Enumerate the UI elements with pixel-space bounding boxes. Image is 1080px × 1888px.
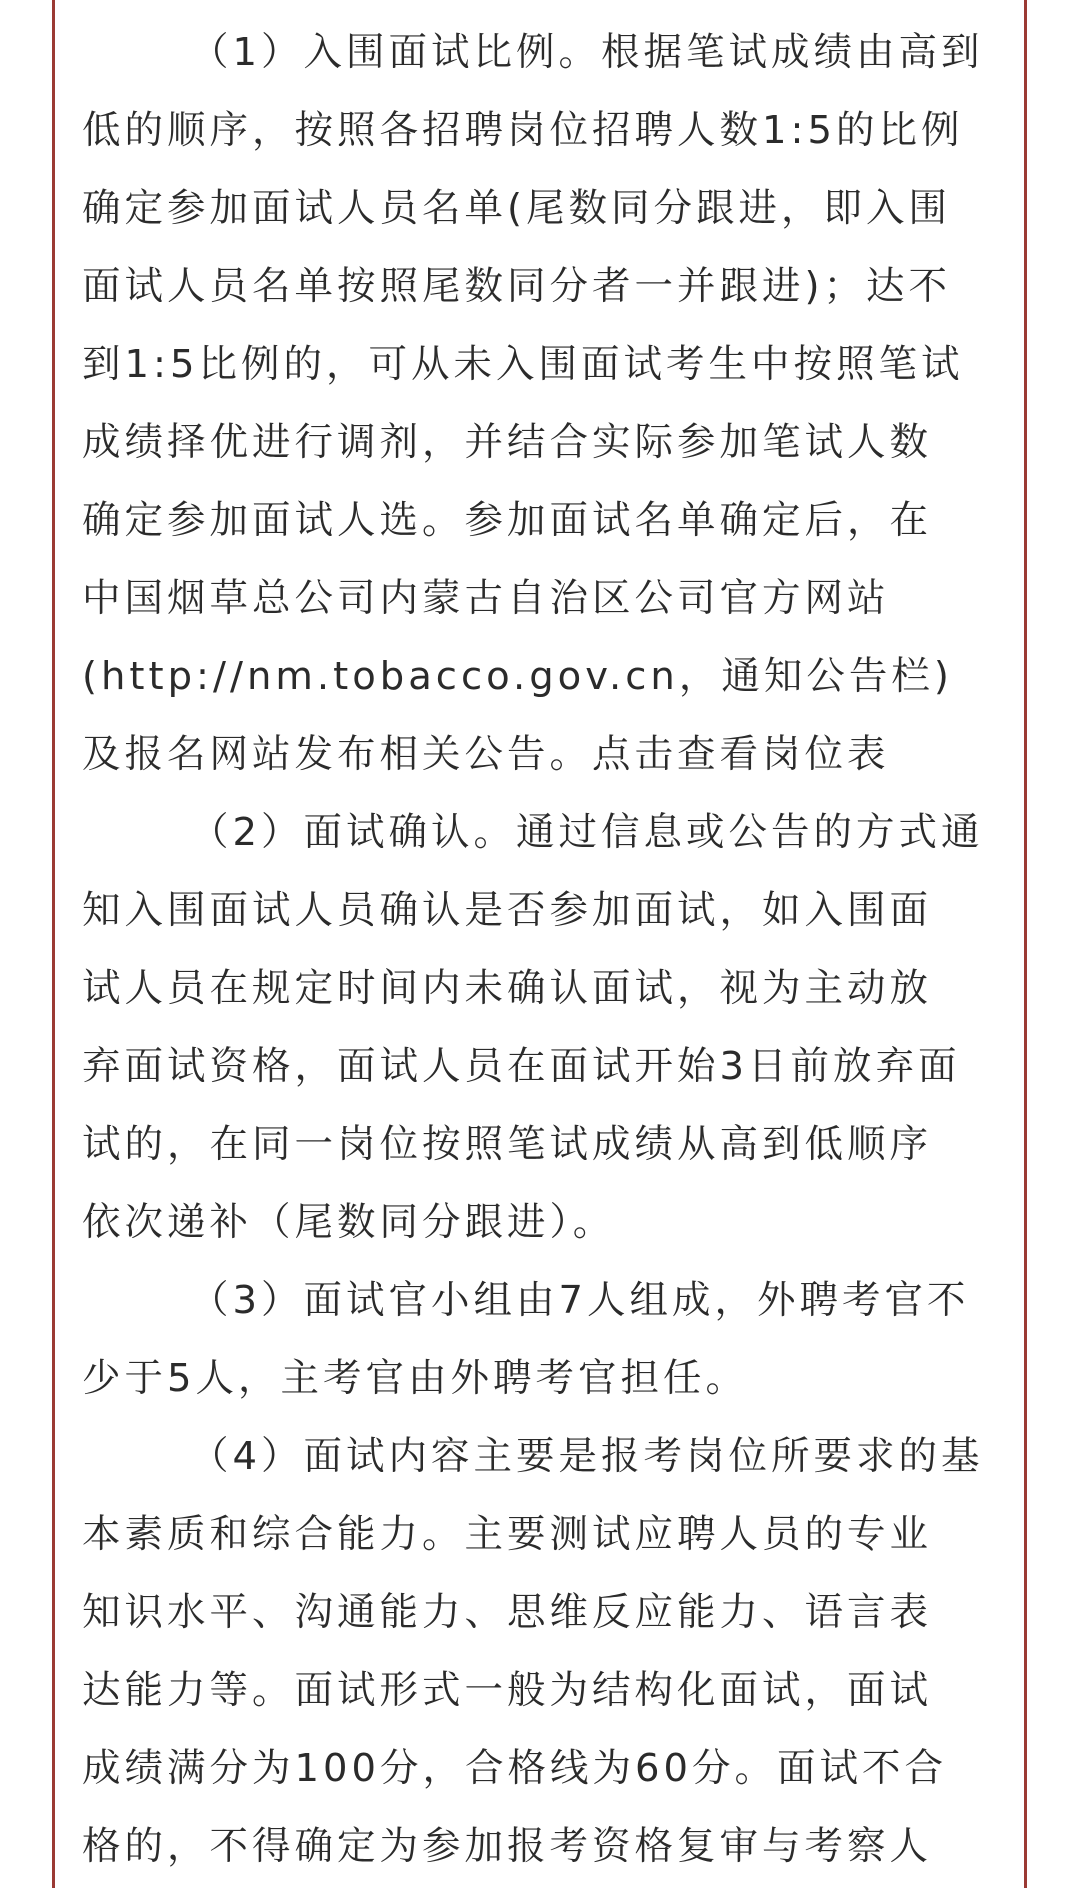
paragraph-interview-content — [82, 1418, 1002, 1886]
text-line: （1）入围面试比例。根据笔试成绩由高到 — [190, 30, 984, 75]
text-line: 格的，不得确定为参加报考资格复审与考察人 — [82, 1824, 933, 1869]
text-line: 到1:5比例的，可从未入围面试考生中按照笔试 — [82, 342, 964, 387]
text-line: 试人员在规定时间内未确认面试，视为主动放 — [82, 966, 933, 1011]
paragraph-interview-panel — [82, 1262, 1002, 1418]
text-line: （2）面试确认。通过信息或公告的方式通 — [190, 810, 984, 855]
text-line: 成绩择优进行调剂，并结合实际参加笔试人数 — [82, 420, 933, 465]
text-line: 达能力等。面试形式一般为结构化面试，面试 — [82, 1668, 933, 1713]
paragraph-interview-confirmation — [82, 794, 1002, 1262]
text-line: 弃面试资格，面试人员在面试开始3日前放弃面 — [82, 1044, 961, 1089]
text-line: 试的，在同一岗位按照笔试成绩从高到低顺序 — [82, 1122, 933, 1167]
text-line: 本素质和综合能力。主要测试应聘人员的专业 — [82, 1512, 933, 1557]
text-line: 低的顺序，按照各招聘岗位招聘人数1:5的比例 — [82, 108, 964, 153]
text-line: (http://nm.tobacco.gov.cn，通知公告栏) — [82, 654, 953, 699]
text-line: （3）面试官小组由7人组成，外聘考官不 — [190, 1278, 970, 1323]
right-border-line — [1024, 0, 1027, 1888]
text-line: 及报名网站发布相关公告。点击查看岗位表 — [82, 732, 890, 777]
text-line: 少于5人，主考官由外聘考官担任。 — [82, 1356, 748, 1401]
text-line: （4）面试内容主要是报考岗位所要求的基 — [190, 1434, 984, 1479]
text-line: 确定参加面试人员名单(尾数同分跟进，即入围 — [82, 186, 952, 231]
text-line: 依次递补（尾数同分跟进）。 — [82, 1200, 616, 1245]
paragraph-interview-ratio — [82, 14, 1002, 794]
text-line: 中国烟草总公司内蒙古自治区公司官方网站 — [82, 576, 890, 621]
text-line: 确定参加面试人选。参加面试名单确定后，在 — [82, 498, 933, 543]
text-line: 成绩满分为100分，合格线为60分。面试不合 — [82, 1746, 947, 1791]
text-line: 知识水平、沟通能力、思维反应能力、语言表 — [82, 1590, 933, 1635]
text-line: 面试人员名单按照尾数同分者一并跟进)；达不 — [82, 264, 952, 309]
article-body — [82, 14, 1002, 1886]
text-line: 知入围面试人员确认是否参加面试，如入围面 — [82, 888, 933, 933]
left-border-line — [52, 0, 55, 1888]
